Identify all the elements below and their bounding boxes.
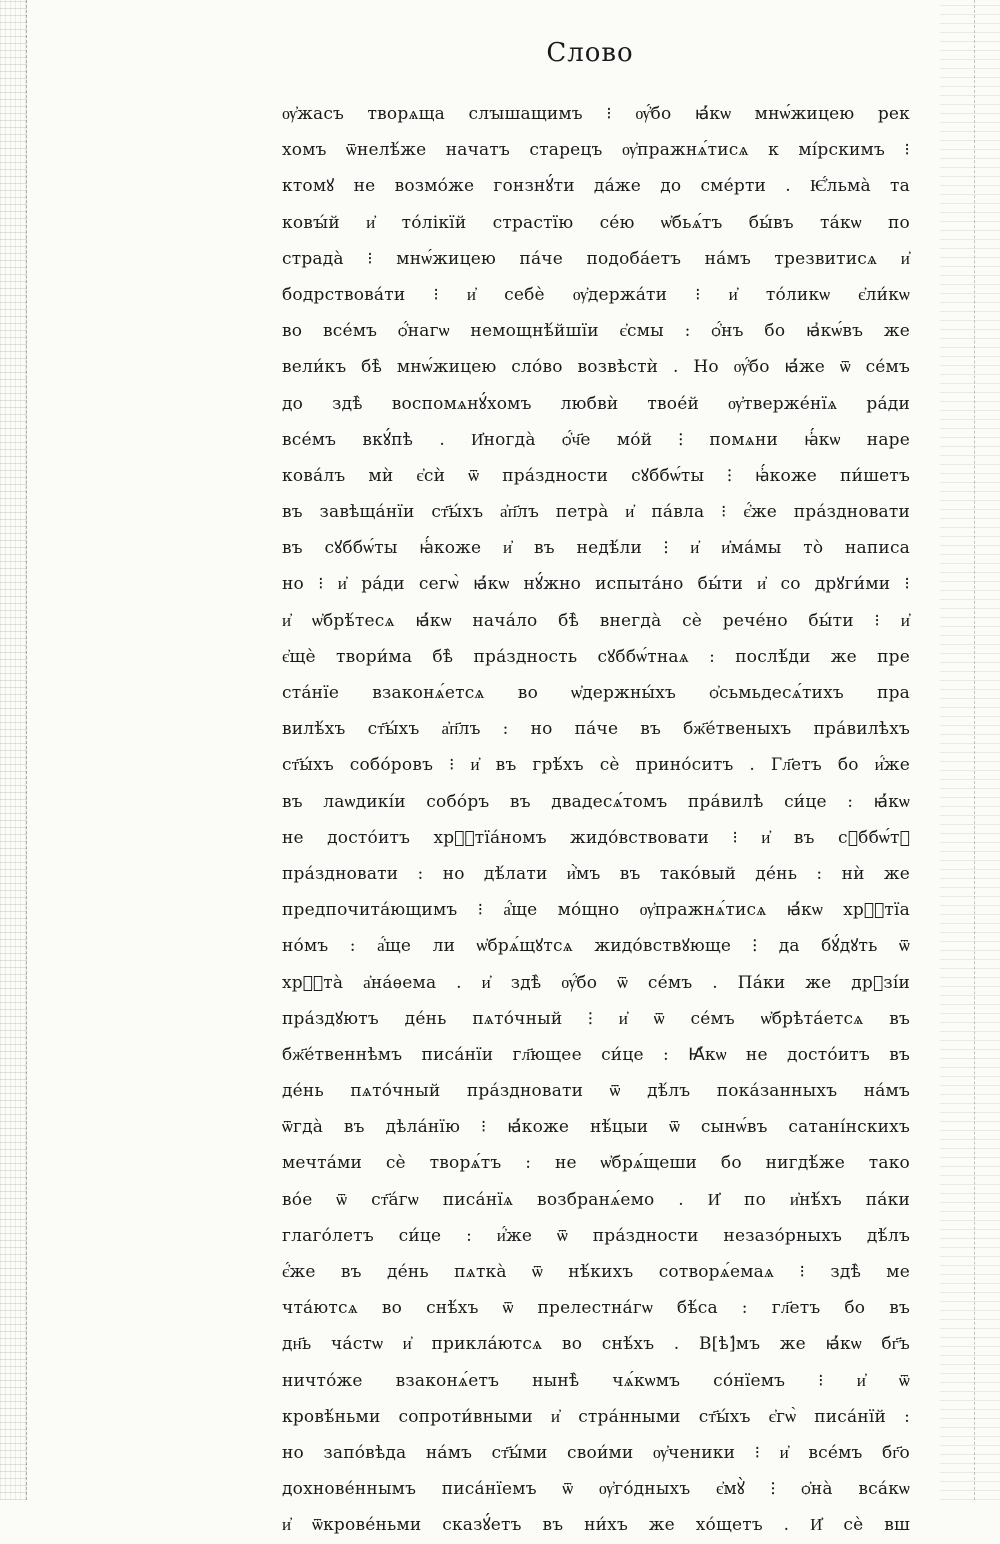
text-line: глаго́летъ си́це : и҆́же ѿ пра́здности незазо́рныхъ дѣ́лъ [282, 1225, 910, 1246]
text-line: но́мъ : а҆́ще ли ѡ҆брѧ́щꙋтсѧ жидо́вствꙋюще ⁝ да бꙋ́дꙋть ѿ [282, 936, 910, 957]
text-line: пра́здꙋютъ де́нь пѧто́чный ⁝ и҆ ѿ се́мъ ѡ҆брѣта́етсѧ въ [282, 1008, 910, 1029]
text-line: во́е ѿ ст҃а́гѡ писа́нїѧ возбранѧ́емо . И҆ по и҆нѣ́хъ па́ки [282, 1189, 910, 1210]
text-line: де́нь пѧто́чный пра́здновати ѿ дѣ́лъ пока́занныхъ на́мъ [282, 1081, 910, 1102]
text-line: дн҃ь ча́стѡ и҆ прикла́ютсѧ во снѣ́хъ . В[ѣ]́мъ же ꙗ҆́кѡ бг҃ъ [282, 1334, 910, 1355]
text-line: ктомꙋ не возмо́же гонзнꙋ́ти да́же до сме́рти . Ѥ҆́льма̀ та [282, 176, 910, 197]
text-line: пра́здновати : но дѣ́лати и҆̀мъ въ тако́вый де́нь : нѝ же [282, 863, 910, 884]
text-line: бж҃е́твеннѣмъ писа́нїи гл҃ющее си́це : Ꙗ҆́кѡ не досто́итъ въ [282, 1044, 910, 1065]
text-line: все́мъ вкꙋ́пѣ . И҆ногда̀ ѻ҆́ч҃е мо́й ⁝ помѧни ꙗ҆́кѡ наре [282, 429, 910, 450]
text-line: є҆щѐ твори́ма бѣ̀ пра́здность сꙋббѡ́тнаѧ : послѣ́ди же пре [282, 646, 910, 667]
text-line: до здѣ̀ воспомѧнꙋ́хомъ любвѝ твое́й ѹ҆тверже́нїѧ ра́ди [282, 393, 910, 414]
text-line: хрⷭ҇та̀ а҆на́ѳема . и҆ здѣ̀ ѹ҆́бо ѿ се́мъ . Па́ки же дрꙋзі́и [282, 972, 910, 993]
scan-edge-right [940, 0, 1000, 1500]
scan-edge-left [0, 0, 27, 1500]
text-line: не досто́итъ хрⷭ҇тїа́номъ жидо́вствовати ⁝ и҆ въ сꙋббѡ́тꙋ [282, 827, 910, 848]
text-line: дохнове́ннымъ писа́нїемъ ѿ ѹ҆го́дныхъ є҆мꙋ̀ ⁝ ѻ҆на̀ вса́кѡ [282, 1479, 910, 1500]
text-line: но запо́вѣда на́мъ ст҃ы́ми свои́ми ѹ҆ченики ⁝ и҆ все́мъ бг҃о [282, 1442, 910, 1463]
text-line: чта́ютсѧ во снѣ́хъ ѿ прелестна́гѡ бѣ́са : гл҃етъ бо въ [282, 1298, 910, 1319]
text-line: въ лаѡдикі́и собо́ръ въ двадесѧ́томъ пра́вилѣ си́це : ꙗ҆́кѡ [282, 791, 910, 812]
text-line: вилѣ́хъ ст҃ы́хъ а҆п҃лъ : но па́че въ бж҃е́твеныхъ пра́вилѣхъ [282, 719, 910, 740]
text-block [282, 96, 910, 1544]
text-line: предпочита́ющимъ ⁝ а҆́ще мо́щно ѹ҆пражнѧ́тисѧ ꙗ҆́кѡ хрⷭ҇тїа [282, 900, 910, 921]
text-line: во все́мъ ѻ҆́нагѡ немощнѣ́йшїи є҆смы : ѻ҆́нъ бо ꙗ҆кѡ́въ же [282, 321, 910, 342]
text-line: ѿгда̀ въ дѣла́нїю ⁝ ꙗ҆́коже нѣ́цыи ѿ сынѡ́въ сатані́нскихъ [282, 1117, 910, 1138]
text-line: є҆́же въ де́нь пѧтка̀ ѿ нѣ́кихъ сотворѧ́емаѧ ⁝ здѣ̀ ме [282, 1262, 910, 1282]
text-line: страда̀ ⁝ мнѡ́жицею па́че подоба́етъ на́мъ трезвитисѧ и҆ [282, 248, 910, 269]
text-line: ѹ҆жасъ творѧща слꙑшащимъ ⁝ ѹ҆́бо ꙗ҆́кѡ мнѡ́жицею рек [282, 104, 910, 124]
text-line: ничто́же взаконѧ́етъ нынѣ̀ чѧ́кѡмъ со́нїемъ ⁝ и҆ ѿ [282, 1370, 910, 1391]
page-header: Слово [546, 38, 634, 68]
text-line: ковꙑ́й и҆ то́лікїй страстїю се́ю ѡ҆бьѧ́тъ бы́въ та́кѡ по [282, 212, 910, 233]
text-line: въ сꙋббѡ́ты ꙗ҆́коже и҆ въ недѣ́ли ⁝ и҆ и҆ма́мы то̀ написа [282, 538, 910, 559]
text-line: кровѣ́ньми сопроти́вными и҆ стра́нными ст҃ы́хъ є҆гѡ̀ писа́нїй : [282, 1406, 910, 1427]
text-line: ст҃ы́хъ собо́ровъ ⁝ и҆ въ грѣ́хъ сѐ прино́ситъ . Гл҃етъ бо и҆́же [282, 755, 910, 776]
text-line: бодрствова́ти ⁝ и҆ себѐ ѹ҆держа́ти ⁝ и҆ то́ликѡ є҆ли́кѡ [282, 284, 910, 305]
text-line: хомъ ѿнелѣ́же начатъ старецъ ѹ҆пражнѧ́тисѧ к мі́рскимъ ⁝ [282, 140, 910, 161]
text-line: вели́къ бѣ̀ мнѡ́жицею сло́во возвѣстѝ . Но ѹ҆́бо ꙗ҆́же ѿ се́мъ [282, 357, 910, 378]
text-line: въ завѣща́нїи ст҃ы́хъ а҆п҃лъ петра̀ и҆ па́вла ⁝ є҆́же пра́здновати [282, 502, 910, 523]
text-line: ста́нїе взаконѧ́етсѧ во ѡ҆держны́хъ ѻ҆сьмьдесѧ́тихъ пра [282, 683, 910, 703]
text-line: и҆ ѡ҆брѣ́тесѧ ꙗ҆́кѡ нача́ло бѣ̀ внегда̀ сѐ рече́но бы́ти ⁝ и҆ [282, 610, 910, 631]
text-line: мечта́ми сѐ творѧ́тъ : не ѡ҆брѧ́щеши бо нигдѣ́же тако [282, 1153, 910, 1174]
text-line: и҆ ѿкрове́ньми сказꙋ́етъ въ ни́хъ же хо́щетъ . И҆ сѐ вш [282, 1515, 910, 1536]
text-line: но ⁝ и҆ ра́ди сегѡ̀ ꙗ҆́кѡ нꙋ́жно испыта́но бы́ти и҆ со дрꙋги́ми ⁝ [282, 574, 910, 595]
text-line: кова́лъ мѝ є҆сѝ ѿ пра́здности сꙋббѡ́ты ⁝ ꙗ҆́коже пи́шетъ [282, 465, 910, 486]
